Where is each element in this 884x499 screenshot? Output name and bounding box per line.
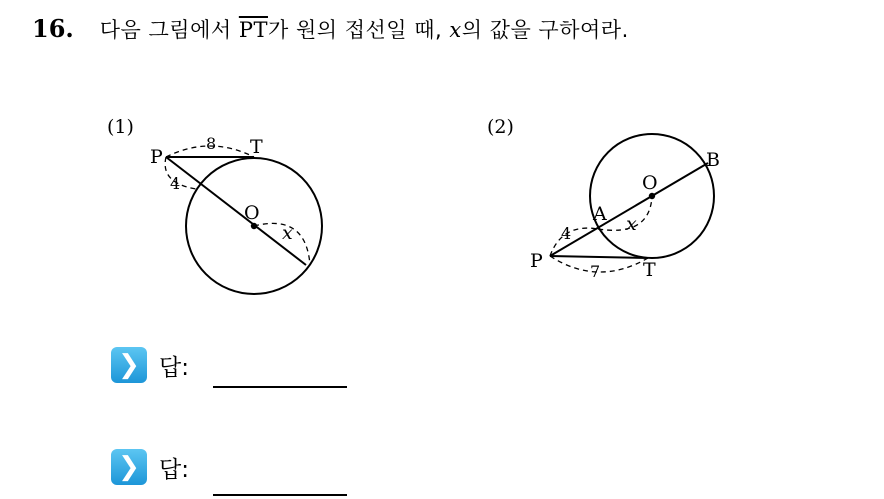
figure-2 — [480, 105, 740, 295]
figure-1-point-p: P — [150, 146, 163, 168]
question-header — [32, 14, 629, 44]
figure-2-point-p: P — [530, 250, 543, 272]
figure-1-length-pt: 8 — [206, 134, 217, 153]
question-text-after: 의 값을 구하여라. — [461, 18, 629, 42]
figure-1-variable-x: x — [282, 222, 293, 244]
question-text-middle: 가 원의 접선일 때, — [267, 18, 450, 42]
figure-1 — [100, 105, 340, 305]
figure-1-label: (1) — [107, 116, 134, 138]
figure-2-point-b: B — [706, 149, 720, 171]
chevron-right-icon: ❯ — [111, 449, 147, 485]
answer-label-2: 답: — [159, 456, 189, 483]
figure-2-length-pa: 4 — [561, 224, 572, 243]
figure-1-point-o: O — [244, 202, 260, 224]
figure-2-tangent-pt — [550, 256, 648, 258]
question-variable: x — [449, 18, 462, 42]
answer-blank-1[interactable] — [213, 386, 347, 388]
chevron-right-icon: ❯ — [111, 347, 147, 383]
figure-2-secant-pb — [550, 163, 708, 256]
question-text-before: 다음 그림에서 — [99, 18, 239, 42]
figure-2-variable-x: x — [626, 213, 637, 235]
figure-2-point-t: T — [643, 259, 656, 281]
question-text — [100, 14, 629, 44]
answer-row-2 — [111, 449, 239, 485]
figure-2-point-o: O — [642, 172, 658, 194]
figure-2-point-a: A — [593, 203, 607, 225]
figure-1-length-secant: 4 — [170, 174, 181, 193]
figure-1-point-t: T — [250, 136, 263, 158]
question-number: 16. — [32, 14, 74, 43]
answer-row-1 — [111, 347, 239, 383]
segment-pt-label: $\overline{PT}$ — [238, 18, 268, 42]
figure-2-label: (2) — [487, 116, 514, 138]
answer-label-1: 답: — [159, 354, 189, 381]
answer-blank-2[interactable] — [213, 494, 347, 496]
figure-2-length-pt: 7 — [590, 262, 601, 281]
